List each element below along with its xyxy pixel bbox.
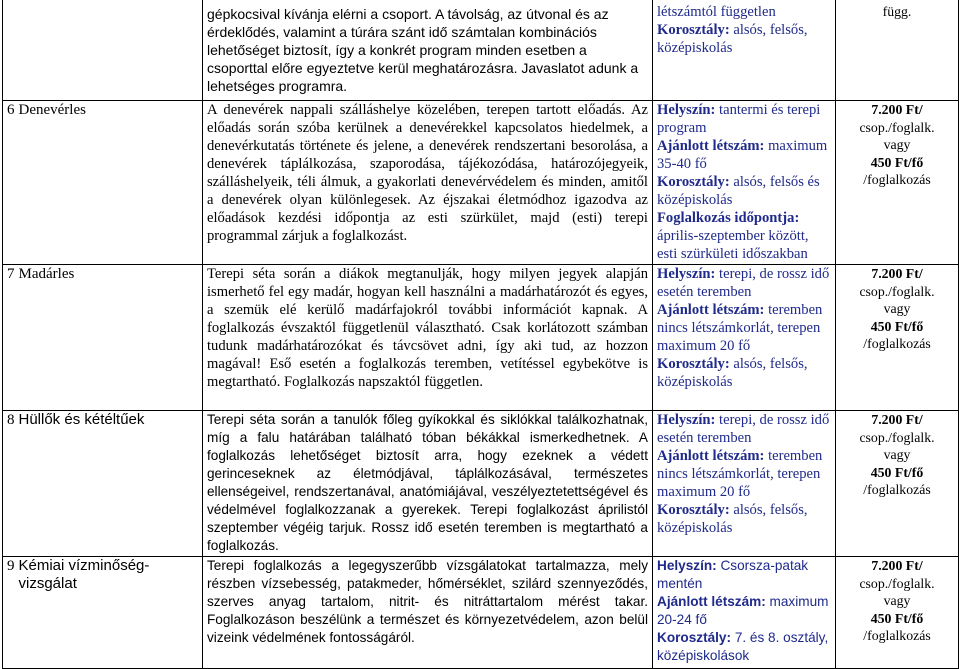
program-name: Kémiai vízminőség-vizsgálat bbox=[15, 557, 203, 669]
program-description: Terepi séta során a diákok megtanulják, hogy milyen jegyek alapján ismerhető fel egy madár, hogyan kell használni a madárhatározót és egyes, a szemük elé kerülő madárfajokról további információt kapnak. A foglalkozás évszaktól függetlenül választható. Csak korlátozott számban tudunk madárhatározókat és távcsövet adni, így aki tud, az hozzon magával! Eső esetén a foglalkozás teremben, vetítéssel egybekötve is megtartható. Foglalkozás napszaktól független. bbox=[203, 265, 653, 411]
program-info: Helyszín: terepi, de rossz idő esetén teremben Ajánlott létszám: teremben nincs létszámkorlát, terepen maximum 20 fő Korosztály: alsós, felsős, középiskolás bbox=[653, 411, 836, 557]
row-number: 8 bbox=[3, 411, 15, 557]
program-price: 7.200 Ft/ csop./foglalk. vagy 450 Ft/fő /foglalkozás bbox=[836, 265, 959, 411]
program-info: Helyszín: tantermi és terepi program Ajánlott létszám: maximum 35-40 fő Korosztály: alsós, felsős és középiskolás Foglalkozás időpontja: április-szeptember között, esti szürkületi időszakban bbox=[653, 101, 836, 265]
program-description: A denevérek nappali szálláshelye közelében, terepen tartott előadás. Az előadás során szóba kerülnek a denevérekkel kapcsolatos hiedelmek, a denevérkutatás története és jelene, a denevérek rendszertani besorolása, a denevérek táplálkozása, szaporodása, tájékozódása, határozójegyeik, szálláshelyeik, téli álmuk, a gyakorlati denevérvédelem és minden, amitől a denevérek olyan különlegesek. Az éjszakai életmódhoz igazodva az előadások kezdési időpontja az esti szürkület, majd (esti) terepi programmal zárjuk a foglalkozást. bbox=[203, 101, 653, 265]
program-price: 7.200 Ft/ csop./foglalk. vagy 450 Ft/fő /foglalkozás bbox=[836, 411, 959, 557]
program-info: Helyszín: Csorsza-patak mentén Ajánlott létszám: maximum 20-24 fő Korosztály: 7. és 8. osztály, középiskolások bbox=[653, 557, 836, 669]
program-description: Terepi foglalkozás a legegyszerűbb vízsgálatokat tartalmazza, mely részben vízsebesség, patakmeder, hőmérséklet, szilárd szennyeződés, szerves anyag tartalom, nitrit- és nitráttartalom mérést takar. Foglalkozáson beszélünk a természet és környezetvédelem, azon belül vizeink védelmének fontosságáról. bbox=[203, 557, 653, 669]
program-price: 7.200 Ft/ csop./foglalk. vagy 450 Ft/fő /foglalkozás bbox=[836, 557, 959, 669]
table-row bbox=[3, 411, 959, 557]
row-number: 7 bbox=[3, 265, 15, 411]
table-row bbox=[3, 557, 959, 669]
table-row bbox=[3, 265, 959, 411]
program-price: 7.200 Ft/ csop./foglalk. vagy 450 Ft/fő /foglalkozás bbox=[836, 101, 959, 265]
table-row bbox=[3, 0, 959, 101]
program-price: függ. bbox=[836, 0, 959, 101]
program-name: Madárles bbox=[15, 265, 203, 411]
row-number: 6 bbox=[3, 101, 15, 265]
row-number bbox=[3, 0, 15, 101]
programs-table bbox=[2, 0, 959, 669]
program-info: létszámtól független Korosztály: alsós, felsős, középiskolás bbox=[653, 0, 836, 101]
program-info: Helyszín: terepi, de rossz idő esetén teremben Ajánlott létszám: teremben nincs létszámkorlát, terepen maximum 20 fő Korosztály: alsós, felsős, középiskolás bbox=[653, 265, 836, 411]
program-description: gépkocsival kívánja elérni a csoport. A távolság, az útvonal és az érdeklődés, valamint a túrára szánt idő számtalan kombinációs lehetőséget biztosít, így a konkrét program minden esetben a csoporttal előre egyeztetve kerül meghatározásra. Javaslatot adunk a lehetséges programra. bbox=[203, 0, 653, 101]
program-description: Terepi séta során a tanulók főleg gyíkokkal és siklókkal találkozhatnak, míg a falu határában található tóban békákkal ismerkedhetnek. A foglalkozás lehetőséget biztosít arra, hogy ezeknek a védett gerinceseknek az életmódjával, táplálkozásával, természetes ellenségeivel, rendszertanával, anatómiájával, veszélyeztetettségével és védelmével foglalkozzanak a gyerekek. Terepi foglalkozást áprilistól szeptember végéig tarjuk. Rossz idő esetén teremben is megtartható a foglalkozás. bbox=[203, 411, 653, 557]
program-name: Denevérles bbox=[15, 101, 203, 265]
table-row bbox=[3, 101, 959, 265]
program-name bbox=[15, 0, 203, 101]
program-name: Hüllők és kétéltűek bbox=[15, 411, 203, 557]
row-number: 9 bbox=[3, 557, 15, 669]
